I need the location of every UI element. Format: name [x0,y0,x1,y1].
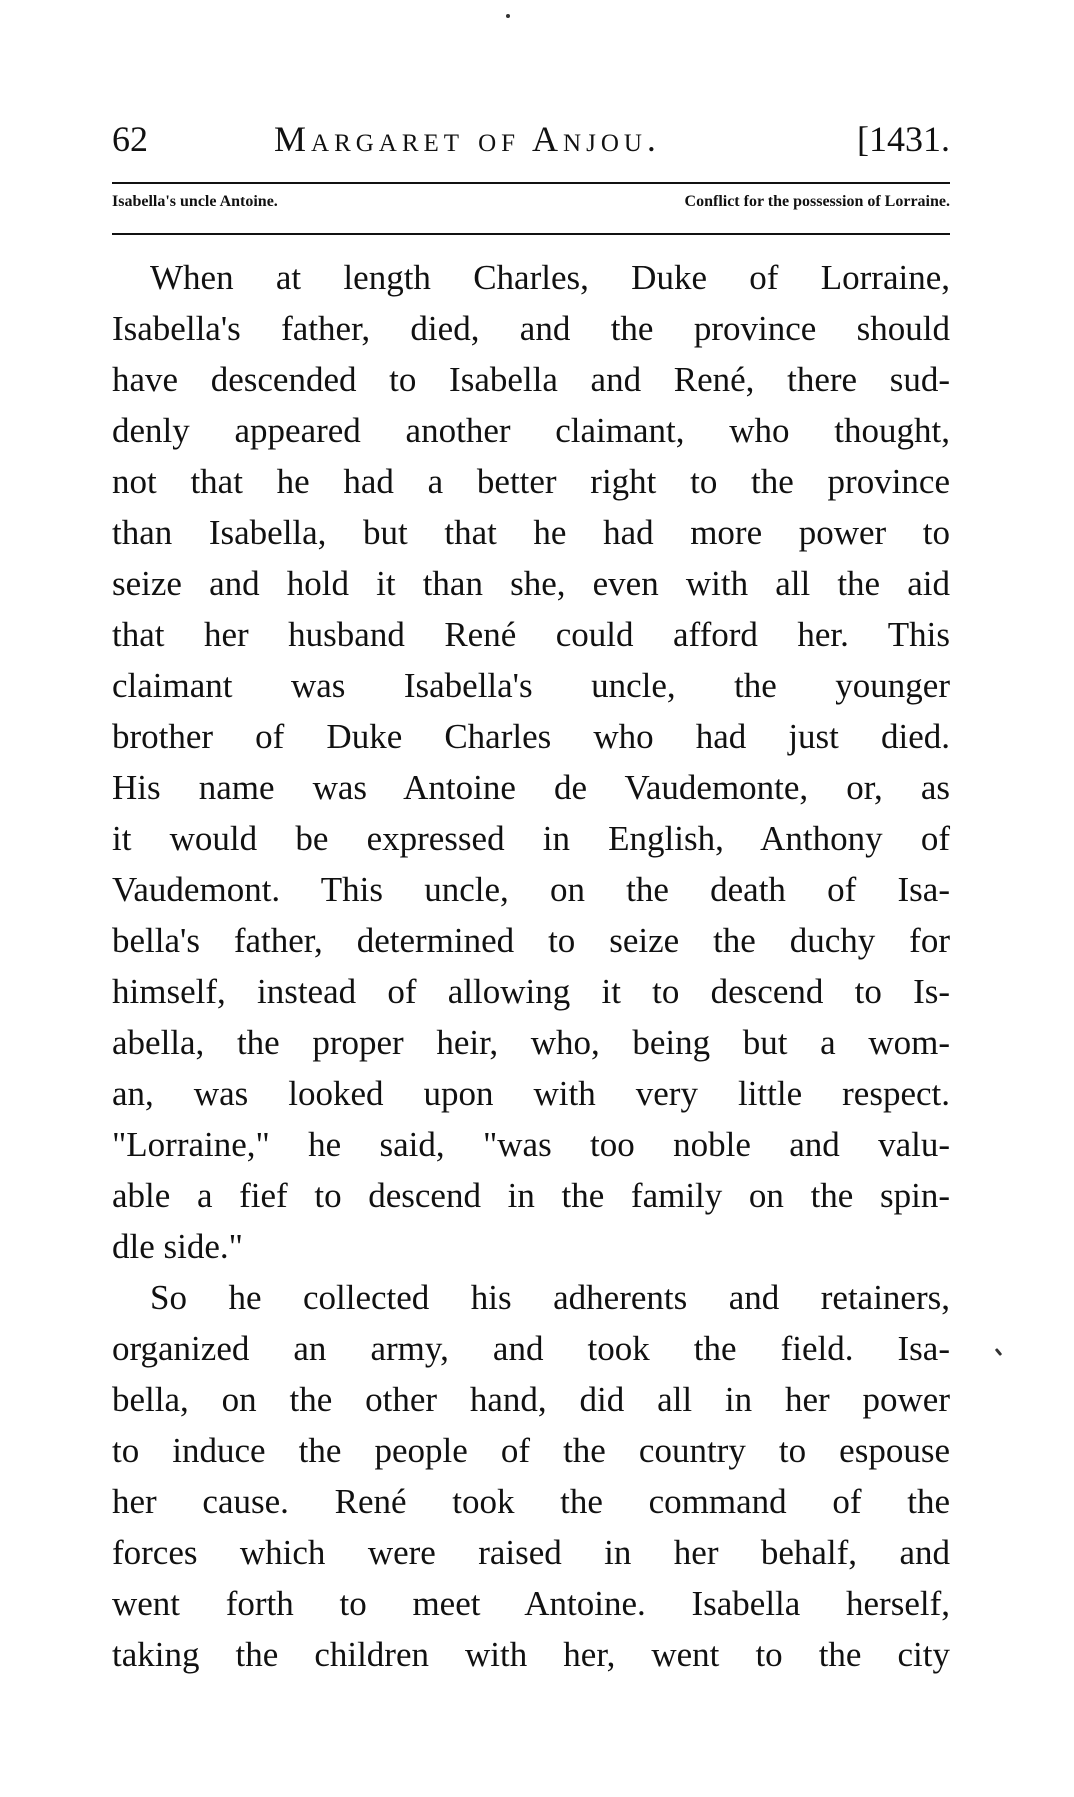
text-line: brother of Duke Charles who had just died. [112,717,950,756]
header-rule-bottom [112,233,950,235]
text-line: abella, the proper heir, who, being but a wom- [112,1023,950,1062]
text-line: that her husband René could afford her. This [112,615,950,654]
text-line: not that he had a better right to the province [112,462,950,501]
text-line: So he collected his adherents and retainers, [150,1278,950,1317]
text-line: bella, on the other hand, did all in her power [112,1380,950,1419]
text-line: denly appeared another claimant, who thought, [112,411,950,450]
ink-speck [995,1348,1002,1356]
ink-speck [506,14,510,18]
paragraph-2 [112,1272,950,1680]
text-line: organized an army, and took the field. Isa- [112,1329,950,1368]
text-line: went forth to meet Antoine. Isabella herself, [112,1584,950,1623]
header-rule-top [112,182,950,184]
sidenote-right: Conflict for the possession of Lorraine. [684,193,950,210]
text-line: it would be expressed in English, Anthony of [112,819,950,858]
page-header [112,118,950,168]
body-text [112,252,950,1680]
sidenote-left: Isabella's uncle Antoine. [112,193,278,210]
text-line: "Lorraine," he said, "was too noble and valu- [112,1125,950,1164]
text-line: her cause. René took the command of the [112,1482,950,1521]
text-line: taking the children with her, went to the city [112,1635,950,1674]
text-line: When at length Charles, Duke of Lorraine, [150,258,950,297]
text-line: Isabella's father, died, and the province should [112,309,950,348]
text-line: to induce the people of the country to espouse [112,1431,950,1470]
text-line: forces which were raised in her behalf, and [112,1533,950,1572]
text-line: an, was looked upon with very little respect. [112,1074,950,1113]
sidenotes [112,193,950,223]
text-line: seize and hold it than she, even with all the aid [112,564,950,603]
text-line: have descended to Isabella and René, there sud- [112,360,950,399]
page-number: 62 [112,119,148,159]
header-year: [1431. [857,119,950,159]
text-line: able a fief to descend in the family on the spin- [112,1176,950,1215]
text-line: His name was Antoine de Vaudemonte, or, as [112,768,950,807]
text-line: bella's father, determined to seize the duchy for [112,921,950,960]
text-line: Vaudemont. This uncle, on the death of Isa- [112,870,950,909]
text-line: claimant was Isabella's uncle, the younger [112,666,950,705]
running-title: Margaret of Anjou. [274,119,661,159]
text-line: himself, instead of allowing it to descend to Is- [112,972,950,1011]
paragraph-1 [112,252,950,1272]
text-line: than Isabella, but that he had more power to [112,513,950,552]
text-line: dle side." [112,1227,243,1266]
